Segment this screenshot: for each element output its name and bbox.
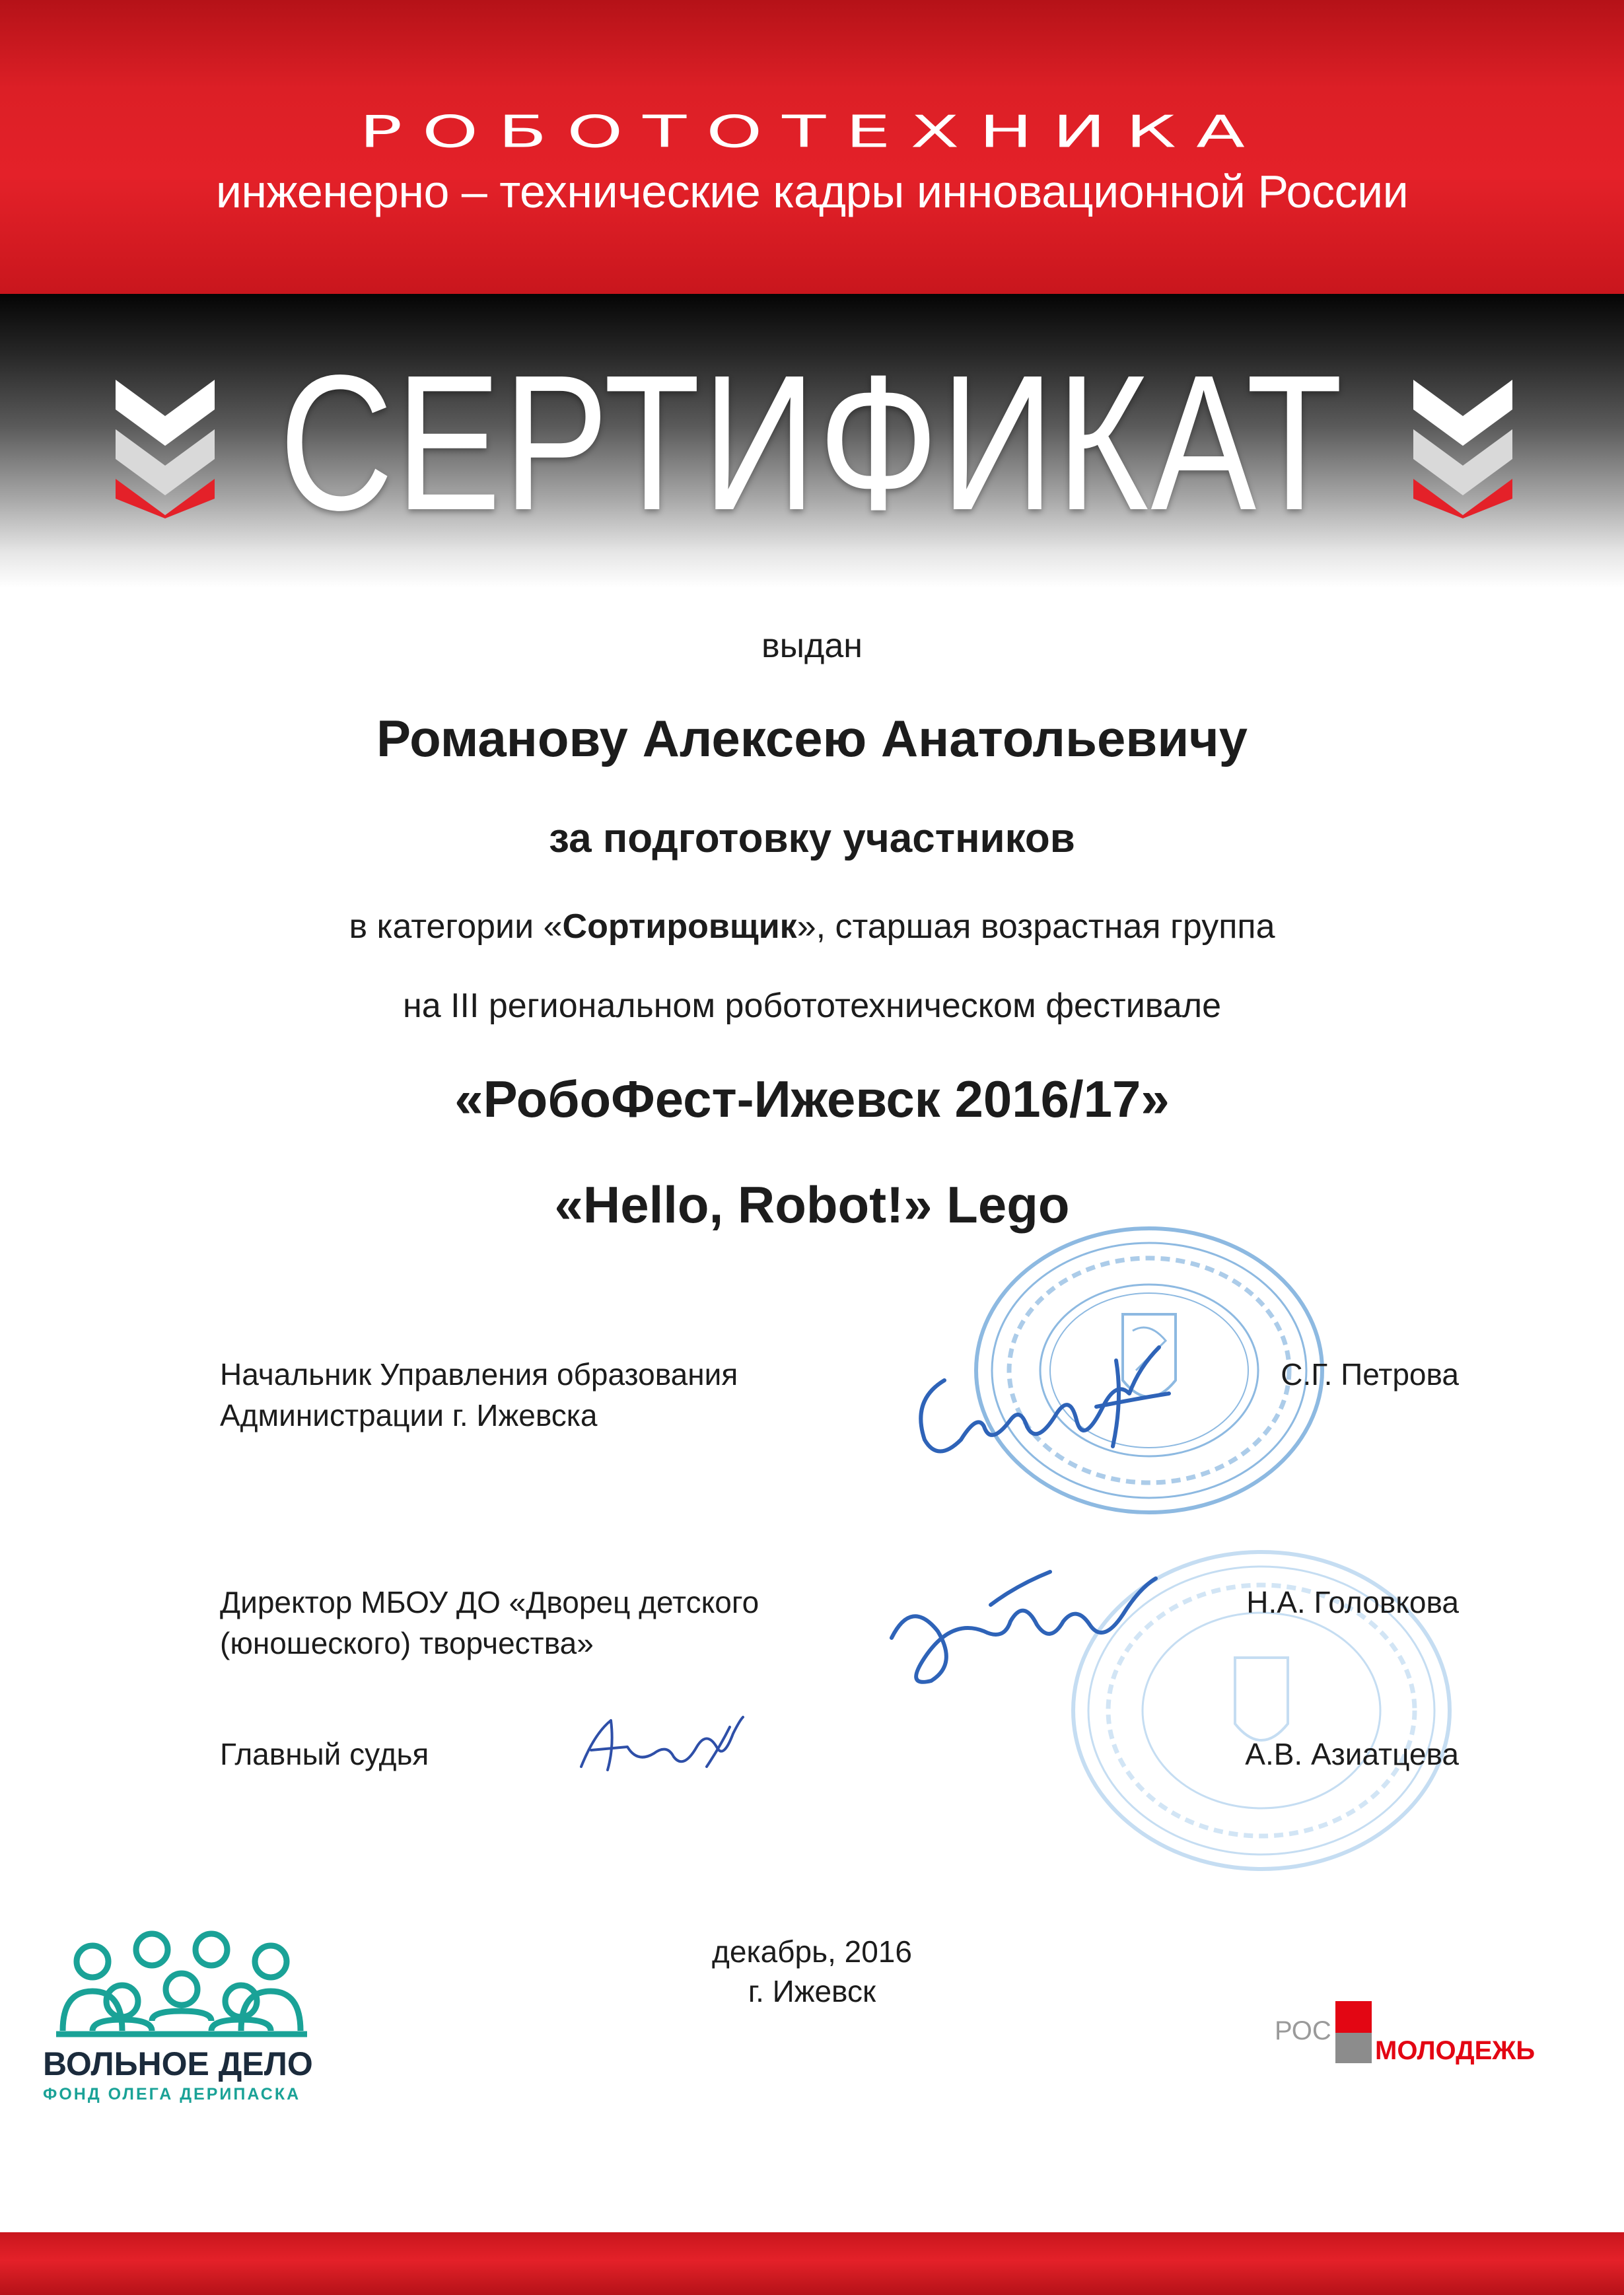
- event-title: «РобоФест-Ижевск 2016/17»: [454, 1070, 1170, 1128]
- category-prefix: в категории «: [349, 907, 563, 946]
- signature-1: [898, 1321, 1176, 1473]
- rosmolodezh-red-square: [1335, 2001, 1372, 2033]
- award-reason: за подготовку участников: [549, 816, 1075, 861]
- signatory-2-position-line2: (юношеского) творчества»: [220, 1626, 594, 1660]
- rosmolodezh-molodezh: МОЛОДЕЖЬ: [1375, 2036, 1536, 2065]
- signatory-3-position-line1: Главный судья: [220, 1737, 429, 1771]
- brand-subtitle: инженерно – технические кадры инновационной России: [215, 166, 1409, 217]
- signatory-1-position: [220, 1354, 738, 1436]
- signatory-2-position-line1: Директор МБОУ ДО «Дворец детского: [220, 1585, 759, 1619]
- rosmolodezh-ros: РОС: [1275, 2016, 1331, 2045]
- recipient-name: Романову Алексею Анатольевичу: [376, 709, 1248, 767]
- category-name: Сортировщик: [562, 907, 797, 946]
- subevent-title: «Hello, Robot!» Lego: [554, 1176, 1070, 1234]
- festival-line: на III региональном робототехническом фестивале: [403, 987, 1221, 1025]
- issue-date: декабрь, 2016: [712, 1934, 912, 1969]
- signatory-2-name: Н.А. Головкова: [1246, 1585, 1459, 1619]
- signatory-2-position: [220, 1582, 759, 1664]
- category-line: [0, 905, 1624, 948]
- signatory-3-name: А.В. Азиатцева: [1245, 1737, 1459, 1771]
- rosmolodezh-grey-square: [1335, 2033, 1372, 2063]
- signature-2: [885, 1559, 1162, 1691]
- footer-red-band: [0, 2232, 1624, 2295]
- volnoe-delo-name: ВОЛЬНОЕ ДЕЛО: [43, 2045, 313, 2082]
- issued-label: выдан: [761, 627, 863, 665]
- category-suffix: », старшая возрастная группа: [796, 907, 1275, 946]
- brand-title: РОБОТОТЕХНИКА: [359, 106, 1265, 158]
- signatory-1-position-line1: Начальник Управления образования: [220, 1357, 738, 1392]
- volnoe-delo-subtitle: ФОНД ОЛЕГА ДЕРИПАСКА: [43, 2085, 301, 2103]
- issue-city: г. Ижевск: [748, 1974, 876, 2008]
- signature-3: [575, 1707, 746, 1780]
- certificate-title: СЕРТИФИКАТ: [279, 335, 1345, 550]
- signatory-1-position-line2: Администрации г. Ижевска: [220, 1398, 598, 1432]
- signatory-3-position: [220, 1734, 429, 1775]
- signatory-1-name: С.Г. Петрова: [1281, 1357, 1459, 1392]
